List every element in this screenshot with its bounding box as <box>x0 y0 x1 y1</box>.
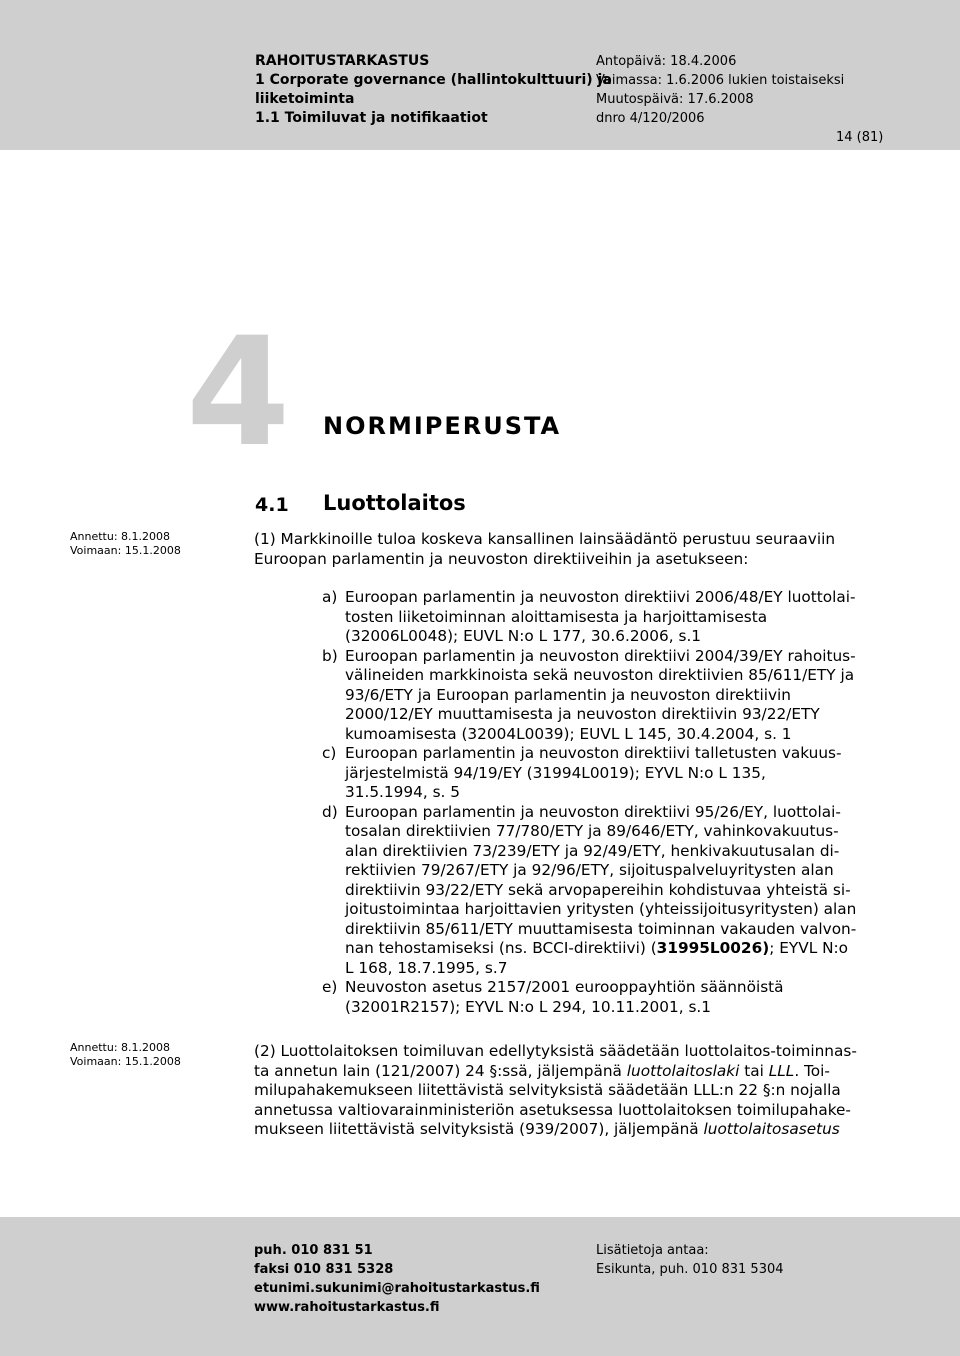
item-line: alan direktiivien 73/239/ETY ja 92/49/ETY, henkivakuutusalan di- <box>345 841 840 860</box>
para2-line <box>254 1062 904 1082</box>
item-line: Euroopan parlamentin ja neuvoston direktiivi 2004/39/EY rahoitus- <box>345 646 856 665</box>
paragraph-2 <box>254 1042 904 1140</box>
item-line: rektiivien 79/267/ETY ja 92/96/ETY, sijoituspalveluyritysten alan <box>345 861 834 879</box>
item-line: välineiden markkinoista sekä neuvoston direktiivien 85/611/ETY ja <box>345 666 855 684</box>
chapter-number: 4 <box>186 306 289 480</box>
item-text: nan tehostamiseksi (ns. BCCI-direktiivi) ( <box>345 939 657 957</box>
note-effective: Voimaan: 15.1.2008 <box>70 544 181 557</box>
footer-web: www.rahoitustarkastus.fi <box>254 1300 440 1315</box>
footer-info-label: Lisätietoja antaa: <box>596 1243 709 1258</box>
para2-text: tai <box>739 1061 769 1080</box>
note-given: Annettu: 8.1.2008 <box>70 1041 171 1054</box>
directive-list <box>322 588 902 1017</box>
item-line: joitustoimintaa harjoittavien yritysten (yhteissijoitusyritysten) alan <box>345 900 857 918</box>
page-number: 14 (81) <box>836 130 884 145</box>
list-item-c <box>322 744 902 803</box>
page-header <box>0 0 960 150</box>
item-line: direktiivin 93/22/ETY sekä arvopapereihin kohdistuvaa yhteistä si- <box>345 880 851 899</box>
celex-reference: 31995L0026) <box>656 939 770 957</box>
item-line <box>345 939 902 959</box>
item-label: e) <box>322 978 338 996</box>
section-title: Luottolaitos <box>323 491 466 515</box>
section-line-2: liiketoiminta <box>255 91 355 107</box>
note-effective: Voimaan: 15.1.2008 <box>70 1055 181 1068</box>
footer-contacts <box>254 1241 540 1317</box>
item-line: Euroopan parlamentin ja neuvoston direktiivi 95/26/EY, luottolai- <box>345 802 841 821</box>
item-label: d) <box>322 802 338 821</box>
footer-email: etunimi.sukunimi@rahoitustarkastus.fi <box>254 1281 540 1296</box>
item-label: b) <box>322 646 338 665</box>
issued-date: Antopäivä: 18.4.2006 <box>596 54 737 69</box>
item-label: c) <box>322 744 337 762</box>
footer-info-contact: Esikunta, puh. 010 831 5304 <box>596 1262 784 1277</box>
header-left <box>255 52 612 128</box>
item-line: Euroopan parlamentin ja neuvoston direktiivi talletusten vakuus- <box>345 744 842 762</box>
margin-note-2 <box>70 1041 181 1069</box>
item-line: direktiivin 85/611/ETY muuttamisesta toiminnan vakauden valvon- <box>345 919 857 938</box>
page-footer <box>0 1217 960 1356</box>
para2-italic: LLL <box>768 1061 795 1080</box>
para2-line: (2) Luottolaitoksen toimiluvan edellytyksistä säädetään luottolaitos-toiminnas- <box>254 1042 857 1060</box>
para2-text: ta annetun lain (121/2007) 24 §:ssä, jäljempänä <box>254 1061 627 1080</box>
para2-text: . Toi- <box>794 1061 830 1080</box>
section-number: 4.1 <box>255 494 289 516</box>
dnro: dnro 4/120/2006 <box>596 111 705 126</box>
margin-note-1 <box>70 530 181 558</box>
item-line: Neuvoston asetus 2157/2001 eurooppayhtiön säännöistä <box>345 978 784 996</box>
footer-info <box>596 1241 784 1279</box>
modified-date: Muutospäivä: 17.6.2008 <box>596 92 754 107</box>
item-line: 31.5.1994, s. 5 <box>345 783 461 801</box>
para2-line: milupahakemukseen liitettävistä selvityksistä säädetään LLL:n 22 §:n nojalla <box>254 1081 841 1099</box>
paragraph-1 <box>254 530 904 569</box>
list-item-a <box>322 588 902 647</box>
item-line: L 168, 18.7.1995, s.7 <box>345 958 508 977</box>
para2-line: annetussa valtiovarainministeriön asetuksessa luottolaitoksen toimilupahake- <box>254 1100 851 1119</box>
footer-fax: faksi 010 831 5328 <box>254 1262 394 1277</box>
item-line: järjestelmistä 94/19/EY (31994L0019); EYVL N:o L 135, <box>345 763 766 782</box>
list-item-b <box>322 647 902 745</box>
in-force-date: Voimassa: 1.6.2006 lukien toistaiseksi <box>596 73 845 88</box>
section-line-1: 1 Corporate governance (hallintokulttuuri) ja <box>255 72 612 88</box>
item-text: ; EYVL N:o <box>769 939 849 957</box>
item-line: kumoamisesta (32004L0039); EUVL L 145, 30.4.2004, s. 1 <box>345 724 792 743</box>
item-line: tosalan direktiivien 77/780/ETY ja 89/646/ETY, vahinkovakuutus- <box>345 822 839 840</box>
note-given: Annettu: 8.1.2008 <box>70 530 171 543</box>
item-label: a) <box>322 588 338 606</box>
org-name: RAHOITUSTARKASTUS <box>255 53 430 69</box>
list-item-d <box>322 803 902 979</box>
footer-phone: puh. 010 831 51 <box>254 1243 373 1258</box>
para2-text: mukseen liitettävistä selvityksistä (939/2007), jäljempänä <box>254 1120 704 1138</box>
para2-italic: luottolaitosasetus <box>703 1120 840 1138</box>
subsection-title: 1.1 Toimiluvat ja notifikaatiot <box>255 110 488 126</box>
list-item-e <box>322 978 902 1017</box>
item-line: tosten liiketoiminnan aloittamisesta ja harjoittamisesta <box>345 607 768 626</box>
item-line: (32006L0048); EUVL N:o L 177, 30.6.2006, s.1 <box>345 627 702 645</box>
para1-line: Euroopan parlamentin ja neuvoston direktiiveihin ja asetukseen: <box>254 549 749 568</box>
item-line: 2000/12/EY muuttamisesta ja neuvoston direktiivin 93/22/ETY <box>345 705 820 723</box>
para2-line <box>254 1120 904 1140</box>
para2-italic: luottolaitoslaki <box>626 1061 740 1080</box>
header-right <box>596 52 884 145</box>
chapter-title: NORMIPERUSTA <box>323 412 562 440</box>
item-line: 93/6/ETY ja Euroopan parlamentin ja neuvoston direktiivin <box>345 685 791 704</box>
item-line: Euroopan parlamentin ja neuvoston direktiivi 2006/48/EY luottolai- <box>345 588 856 606</box>
para1-line: (1) Markkinoille tuloa koskeva kansallinen lainsäädäntö perustuu seuraaviin <box>254 530 836 548</box>
item-line: (32001R2157); EYVL N:o L 294, 10.11.2001, s.1 <box>345 997 712 1016</box>
